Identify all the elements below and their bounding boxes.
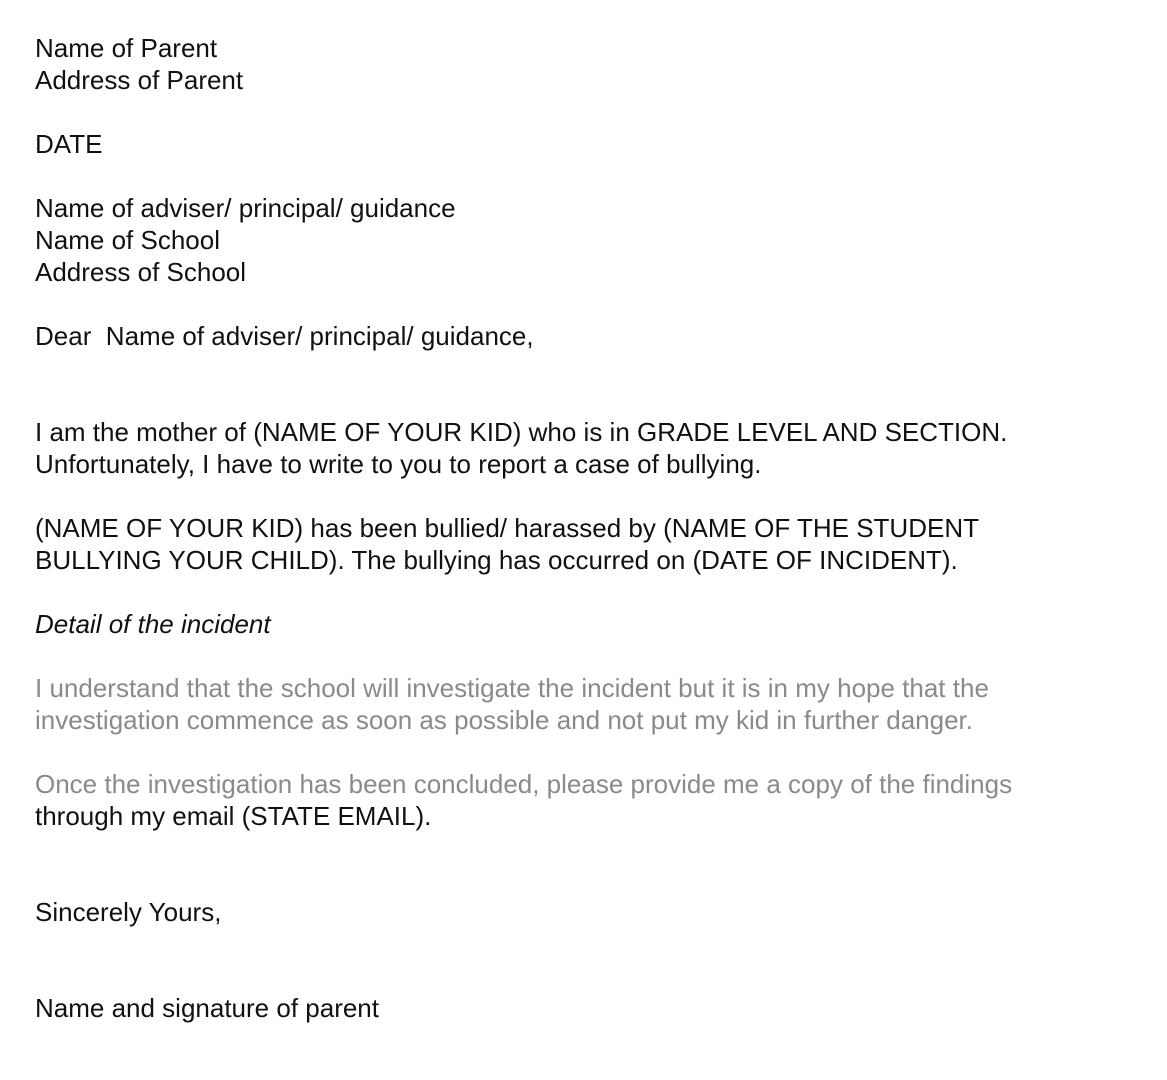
letter-date: DATE bbox=[35, 129, 103, 159]
salutation: Dear Name of adviser/ principal/ guidance, bbox=[35, 321, 534, 351]
paragraph-2-line-2: BULLYING YOUR CHILD). The bullying has occurred on (DATE OF INCIDENT). bbox=[35, 545, 958, 575]
paragraph-2-line-1: (NAME OF YOUR KID) has been bullied/ harassed by (NAME OF THE STUDENT bbox=[35, 513, 979, 543]
signature-line: Name and signature of parent bbox=[35, 993, 379, 1023]
paragraph-1-line-1: I am the mother of (NAME OF YOUR KID) who is in GRADE LEVEL AND SECTION. bbox=[35, 417, 1008, 447]
paragraph-3-line-2: investigation commence as soon as possible and not put my kid in further danger. bbox=[35, 705, 973, 735]
recipient-school: Name of School bbox=[35, 225, 220, 255]
detail-heading: Detail of the incident bbox=[35, 609, 271, 639]
paragraph-3-line-1: I understand that the school will investigate the incident but it is in my hope that the bbox=[35, 673, 989, 703]
paragraph-4-line-1: Once the investigation has been concluded, please provide me a copy of the findings bbox=[35, 769, 1013, 799]
paragraph-1-line-2: Unfortunately, I have to write to you to report a case of bullying. bbox=[35, 449, 762, 479]
sender-address: Address of Parent bbox=[35, 65, 244, 95]
recipient-address: Address of School bbox=[35, 257, 247, 287]
sender-name: Name of Parent bbox=[35, 33, 218, 63]
closing: Sincerely Yours, bbox=[35, 897, 222, 927]
recipient-name: Name of adviser/ principal/ guidance bbox=[35, 193, 456, 223]
paragraph-4-line-2: through my email (STATE EMAIL). bbox=[35, 801, 432, 831]
letter bbox=[35, 32, 1145, 1024]
